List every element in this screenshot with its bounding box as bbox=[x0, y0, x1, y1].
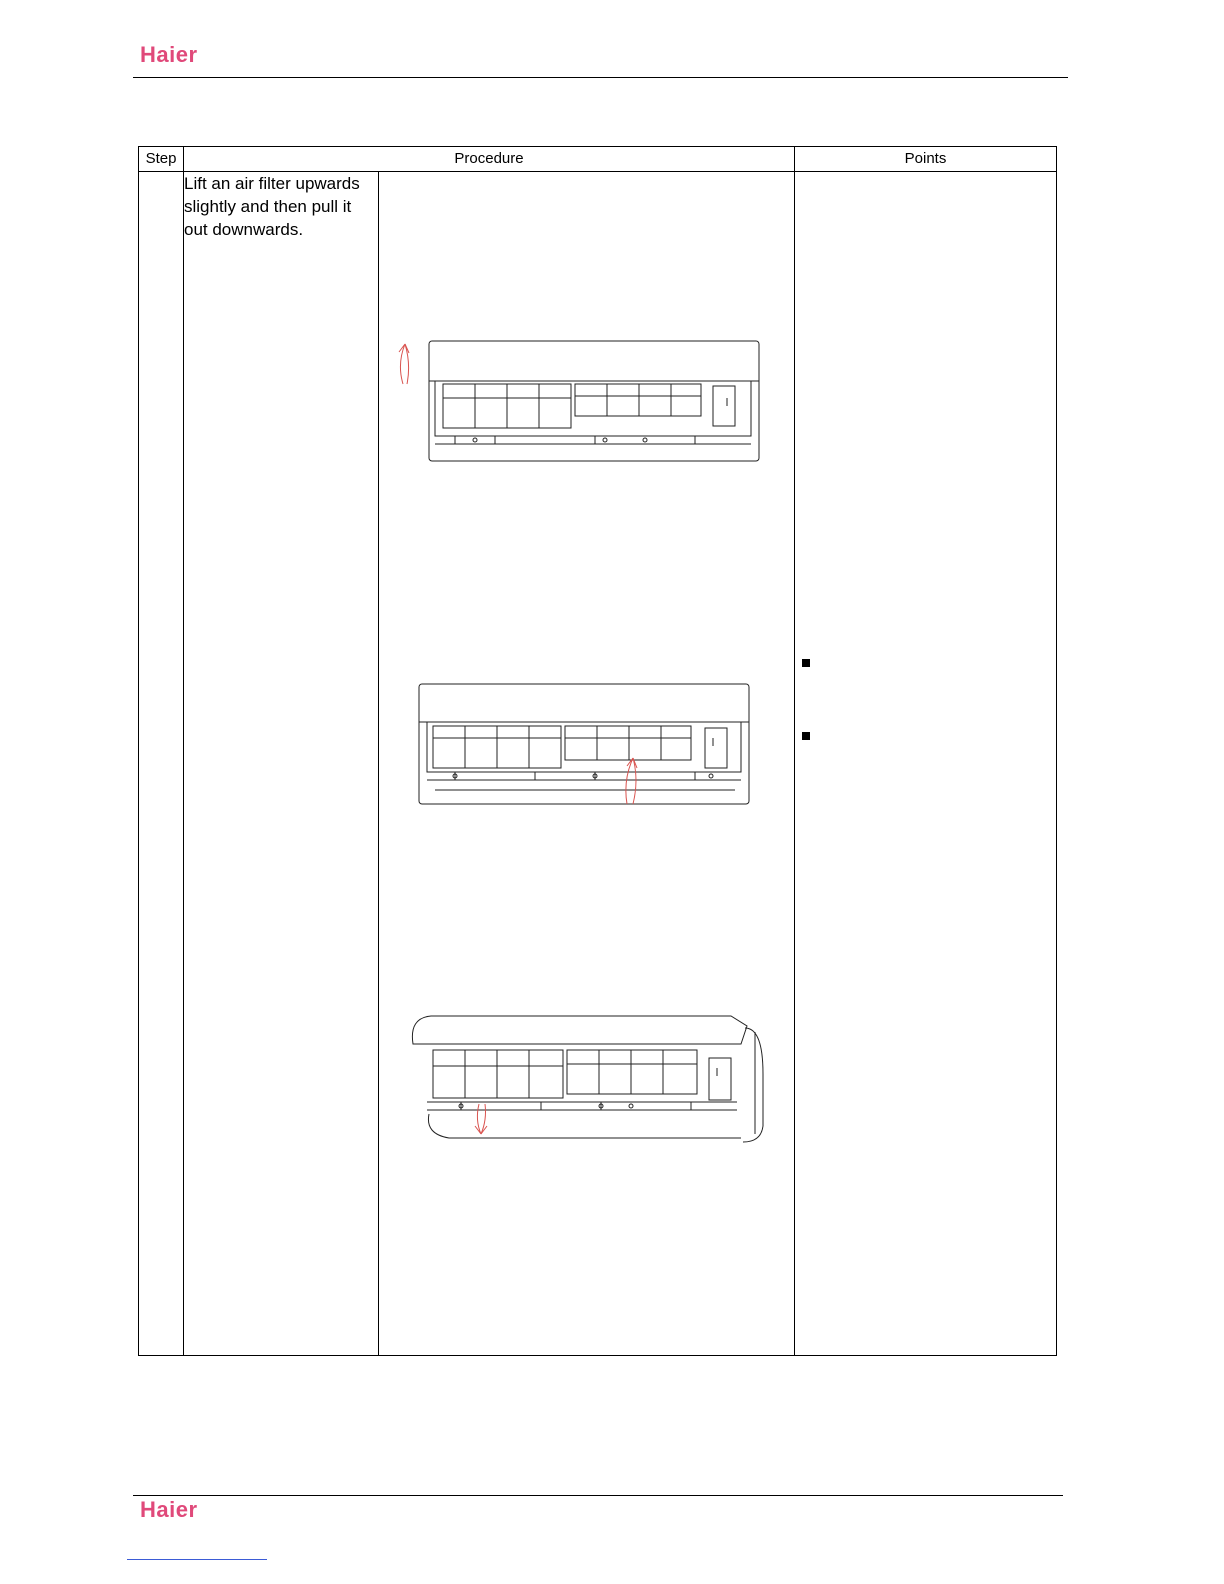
ac-unit-figure-1 bbox=[395, 336, 781, 466]
ac-unit-figure-3 bbox=[401, 1014, 767, 1146]
points-column-header: Points bbox=[795, 147, 1057, 172]
footer-rule bbox=[133, 1495, 1063, 1496]
footer-logo: Haier bbox=[140, 1497, 198, 1522]
header-rule bbox=[133, 77, 1068, 78]
procedure-table bbox=[138, 146, 1057, 1356]
procedure-column-header: Procedure bbox=[184, 147, 795, 172]
point-bullet-2 bbox=[802, 732, 810, 740]
procedure-figures bbox=[379, 172, 795, 1356]
points-cell bbox=[795, 172, 1057, 1356]
header-logo: Haier bbox=[140, 42, 198, 67]
step-column-header: Step bbox=[139, 147, 184, 172]
ac-unit-figure-2 bbox=[415, 680, 755, 808]
table-row bbox=[139, 172, 1057, 1356]
footer-link-underline bbox=[127, 1559, 267, 1560]
table-header-row bbox=[139, 147, 1057, 172]
point-bullet-1 bbox=[802, 659, 810, 667]
step-cell bbox=[139, 172, 184, 1356]
procedure-description: Lift an air filter upwards slightly and then pull it out downwards. bbox=[184, 172, 379, 1356]
